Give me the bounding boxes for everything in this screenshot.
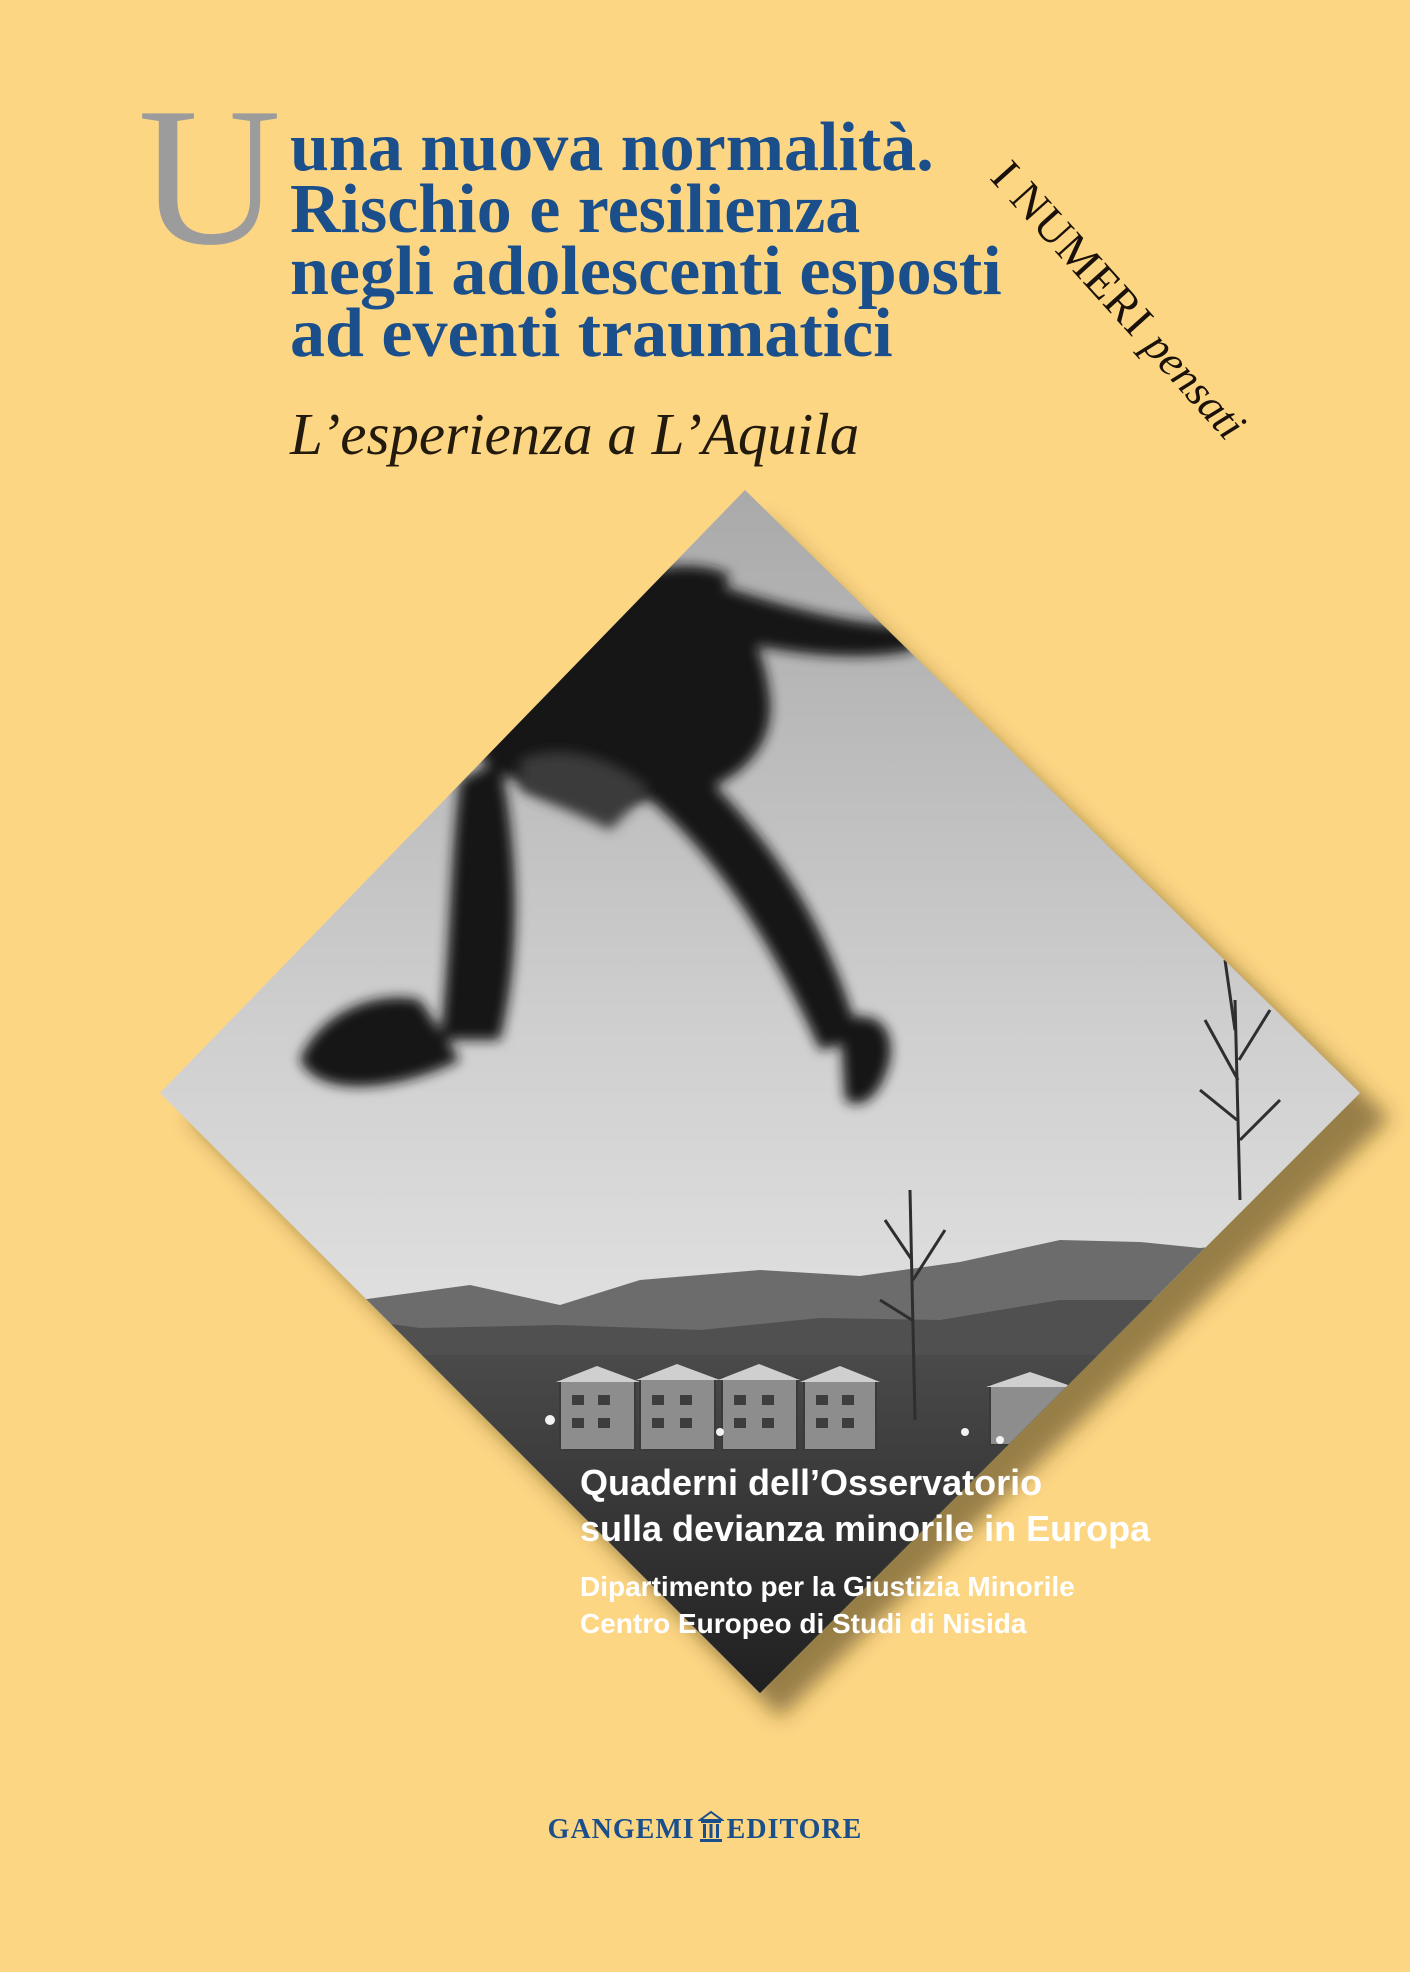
series-info [580,1460,1150,1642]
publisher-mark [0,1810,1410,1846]
series-sub: pensati [1134,321,1256,449]
quaderni-line-1: Quaderni dell’Osservatorio [580,1462,1043,1503]
series-main: I NUMERI [981,150,1164,346]
drop-cap: U [138,67,281,286]
department-line: Dipartimento per la Giustizia Minorile [580,1571,1075,1602]
title-line-1: una nuova normalità. [290,109,934,186]
title-line-4: ad eventi traumatici [290,295,893,372]
centre-line: Centro Europeo di Studi di Nisida [580,1608,1027,1639]
title-line-3: negli adolescenti esposti [290,233,1002,310]
publisher-name-right: EDITORE [726,1814,863,1845]
title-line-2: Rischio e resilienza [290,171,861,248]
publisher-name-left: GANGEMI [547,1814,695,1845]
temple-logo-icon [698,1810,724,1844]
quaderni-line-2: sulla devianza minorile in Europa [580,1508,1151,1549]
book-subtitle: L’esperienza a L’Aquila [290,401,860,467]
